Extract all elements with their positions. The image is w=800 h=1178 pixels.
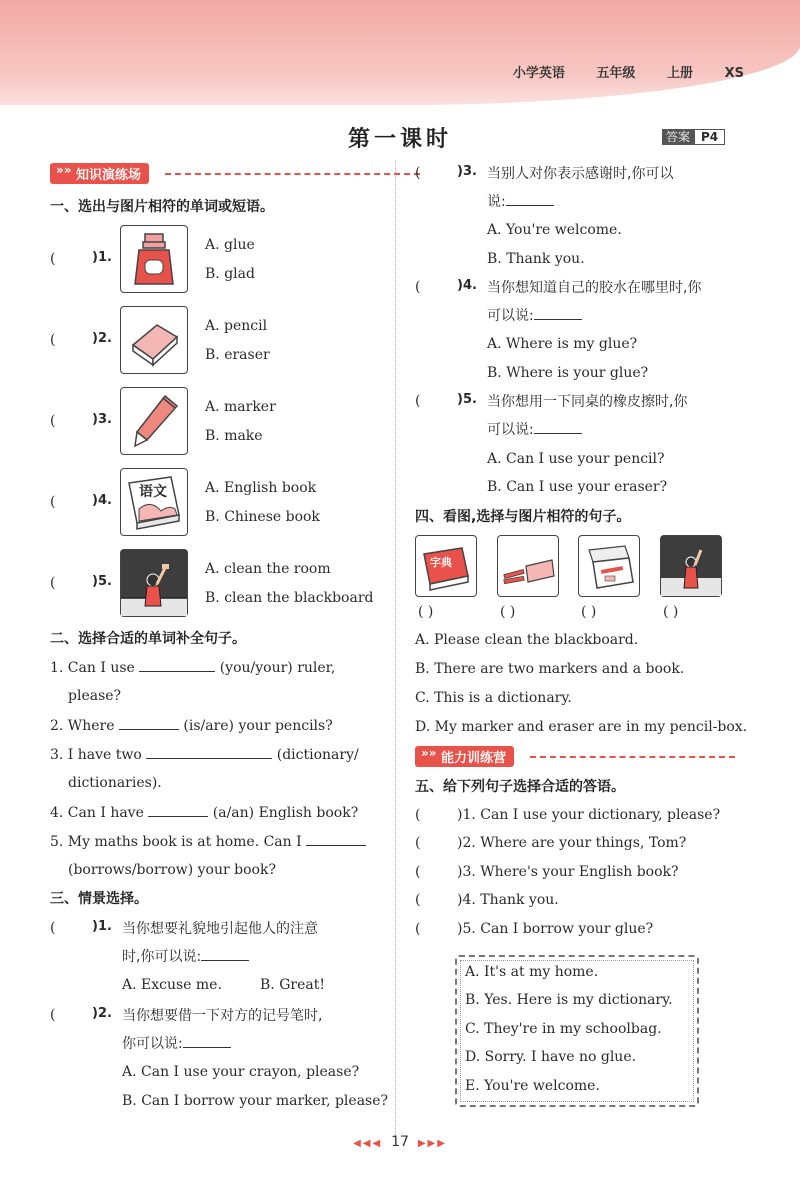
answer-blank[interactable] — [183, 1033, 231, 1048]
answer-option: C. They're in my schoolbag. — [465, 1021, 662, 1037]
page-footer — [0, 1134, 800, 1150]
column-divider — [395, 160, 397, 1135]
question-text: 当你想用一下同桌的橡皮擦时,你 — [487, 394, 688, 410]
sentence-option: A. Please clean the blackboard. — [415, 632, 639, 648]
answer-paren[interactable]: ( — [50, 413, 78, 429]
answer-paren[interactable]: ( ) — [418, 604, 434, 620]
question-text: 你可以说: — [122, 1033, 231, 1053]
question-text: 时,你可以说: — [122, 946, 249, 966]
next-arrows-icon: ▶▶▶ — [417, 1138, 447, 1149]
question-text: (a/an) English book? — [212, 805, 359, 821]
answer-paren[interactable]: ( — [50, 494, 78, 510]
chinese-book-icon — [120, 468, 188, 536]
fill-question-5 — [50, 831, 366, 852]
answer-blank[interactable] — [506, 191, 554, 206]
pencil-box-icon — [578, 535, 640, 597]
question-text: 当你想知道自己的胶水在哪里时,你 — [487, 280, 702, 296]
question-number: )3. — [457, 164, 477, 179]
sentence-option: B. There are two markers and a book. — [415, 661, 685, 677]
fill-question-4 — [50, 802, 358, 823]
question-text: 5. My maths book is at home. Can I — [50, 834, 302, 850]
page-number: 17 — [391, 1134, 409, 1150]
answer-blank[interactable] — [148, 802, 208, 817]
sentence-option: C. This is a dictionary. — [415, 690, 572, 706]
option-a: A. marker — [205, 399, 276, 415]
question-text: 当你想要借一下对方的记号笔时, — [122, 1008, 323, 1024]
option-b: B. Where is your glue? — [487, 365, 649, 381]
answer-paren[interactable]: ( — [415, 864, 443, 880]
banner-label: »» 能力训练营 — [415, 746, 514, 767]
option-b: B. glad — [205, 266, 255, 282]
header-grade: 五年级 — [596, 66, 636, 81]
answer-option: D. Sorry. I have no glue. — [465, 1049, 637, 1065]
answer-label: 答案 — [662, 129, 694, 145]
banner-label: »» 知识演练场 — [50, 163, 149, 184]
section-1-title: 一、选出与图片相符的单词或短语。 — [50, 199, 274, 215]
answer-paren[interactable]: ( — [415, 807, 443, 823]
option-a: A. clean the room — [205, 561, 331, 577]
section-2-title: 二、选择合适的单词补全句子。 — [50, 631, 246, 647]
question-text: 1. Can I use — [50, 660, 135, 676]
page-title: 第一课时 — [347, 127, 452, 152]
answer-option: A. It's at my home. — [465, 964, 599, 980]
question-number: )2. — [92, 331, 112, 346]
option-b: B. eraser — [205, 347, 270, 363]
answer-paren[interactable]: ( — [415, 165, 443, 181]
glue-bottle-icon — [120, 225, 188, 293]
answer-blank[interactable] — [119, 715, 179, 730]
answer-paren[interactable]: ( ) — [500, 604, 516, 620]
answer-paren[interactable]: ( ) — [663, 604, 679, 620]
option-a: A. Where is my glue? — [487, 336, 638, 352]
option-b: B. Can I use your eraser? — [487, 479, 668, 495]
option-b: B. Thank you. — [487, 251, 585, 267]
question-text: )4. Thank you. — [457, 892, 559, 908]
prev-arrows-icon: ◀◀◀ — [353, 1138, 383, 1149]
question-text: 4. Can I have — [50, 805, 144, 821]
option-b: B. Great! — [260, 977, 325, 993]
option-a: A. glue — [205, 237, 255, 253]
question-text: )5. Can I borrow your glue? — [457, 921, 654, 937]
question-number: )5. — [457, 392, 477, 407]
question-number: )5. — [92, 574, 112, 589]
section-banner-1 — [50, 163, 370, 183]
option-a: A. Can I use your pencil? — [487, 451, 665, 467]
section-3-title: 三、情景选择。 — [50, 891, 148, 907]
book-title: 语文 — [139, 484, 167, 500]
header-edition: XS — [724, 66, 744, 81]
answer-paren[interactable]: ( — [415, 393, 443, 409]
question-number: )4. — [457, 278, 477, 293]
question-text: 可以说: — [487, 305, 582, 325]
option-b: B. Chinese book — [205, 509, 320, 525]
blackboard-cleaning-icon — [660, 535, 722, 597]
answer-paren[interactable]: ( — [50, 332, 78, 348]
sentence-option: D. My marker and eraser are in my pencil-box. — [415, 719, 748, 735]
header-volume: 上册 — [667, 66, 694, 81]
question-text: 3. I have two — [50, 747, 142, 763]
question-text: 2. Where — [50, 718, 115, 734]
question-text: (borrows/borrow) your book? — [68, 862, 276, 878]
option-b: B. make — [205, 428, 263, 444]
question-text: 当别人对你表示感谢时,你可以 — [487, 166, 674, 182]
question-text: (is/are) your pencils? — [183, 718, 333, 734]
answer-tag — [662, 128, 725, 145]
marker-icon — [120, 387, 188, 455]
answer-paren[interactable]: ( — [50, 920, 78, 936]
answer-paren[interactable]: ( ) — [581, 604, 597, 620]
dictionary-icon — [415, 535, 477, 597]
header-band — [0, 0, 800, 105]
option-b: B. Can I borrow your marker, please? — [122, 1093, 389, 1109]
question-text: 当你想要礼貌地引起他人的注意 — [122, 921, 318, 937]
question-text: (you/your) ruler, — [219, 660, 336, 676]
question-text: dictionaries). — [68, 775, 162, 791]
question-text: 说: — [487, 191, 554, 211]
fill-question-1 — [50, 657, 335, 678]
header-info — [513, 62, 744, 81]
question-text: 可以说: — [487, 419, 582, 439]
option-a: A. Excuse me. — [122, 977, 222, 993]
section-5-title: 五、给下列句子选择合适的答语。 — [415, 779, 625, 795]
header-subject: 小学英语 — [512, 66, 565, 81]
question-number: )2. — [92, 1006, 112, 1021]
dictionary-title: 字典 — [430, 556, 452, 569]
banner-dashed-line — [530, 756, 735, 758]
question-number: )4. — [92, 493, 112, 508]
fill-question-2 — [50, 715, 333, 736]
question-text: (dictionary/ — [276, 747, 359, 763]
section-4-title: 四、看图,选择与图片相符的句子。 — [415, 509, 631, 525]
question-text: )1. Can I use your dictionary, please? — [457, 807, 721, 823]
answer-paren[interactable]: ( — [50, 251, 78, 267]
blackboard-cleaning-icon — [120, 549, 188, 617]
question-text: please? — [68, 688, 122, 704]
option-a: A. Can I use your crayon, please? — [122, 1064, 360, 1080]
answer-paren[interactable]: ( — [50, 575, 78, 591]
answer-page: P4 — [694, 129, 725, 145]
eraser-icon — [120, 306, 188, 374]
answer-blank[interactable] — [146, 744, 272, 759]
banner-dashed-line — [165, 173, 420, 175]
answer-paren[interactable]: ( — [415, 892, 443, 908]
question-text: )3. Where's your English book? — [457, 864, 679, 880]
answer-blank[interactable] — [306, 831, 366, 846]
answer-blank[interactable] — [139, 657, 215, 672]
option-a: A. pencil — [205, 318, 268, 334]
answer-blank[interactable] — [534, 419, 582, 434]
option-a: A. English book — [205, 480, 317, 496]
answer-paren[interactable]: ( — [415, 279, 443, 295]
question-number: )1. — [92, 919, 112, 934]
question-number: )1. — [92, 250, 112, 265]
question-number: )3. — [92, 412, 112, 427]
section-banner-2 — [415, 746, 735, 766]
markers-and-book-icon — [497, 535, 559, 597]
answer-blank[interactable] — [201, 946, 249, 961]
answer-option: E. You're welcome. — [465, 1078, 600, 1094]
answer-paren[interactable]: ( — [415, 835, 443, 851]
answer-option: B. Yes. Here is my dictionary. — [465, 992, 673, 1008]
option-a: A. You're welcome. — [487, 222, 622, 238]
answer-paren[interactable]: ( — [415, 921, 443, 937]
option-b: B. clean the blackboard — [205, 590, 374, 606]
fill-question-3 — [50, 744, 359, 765]
answer-blank[interactable] — [534, 305, 582, 320]
question-text: )2. Where are your things, Tom? — [457, 835, 687, 851]
answer-paren[interactable]: ( — [50, 1007, 78, 1023]
